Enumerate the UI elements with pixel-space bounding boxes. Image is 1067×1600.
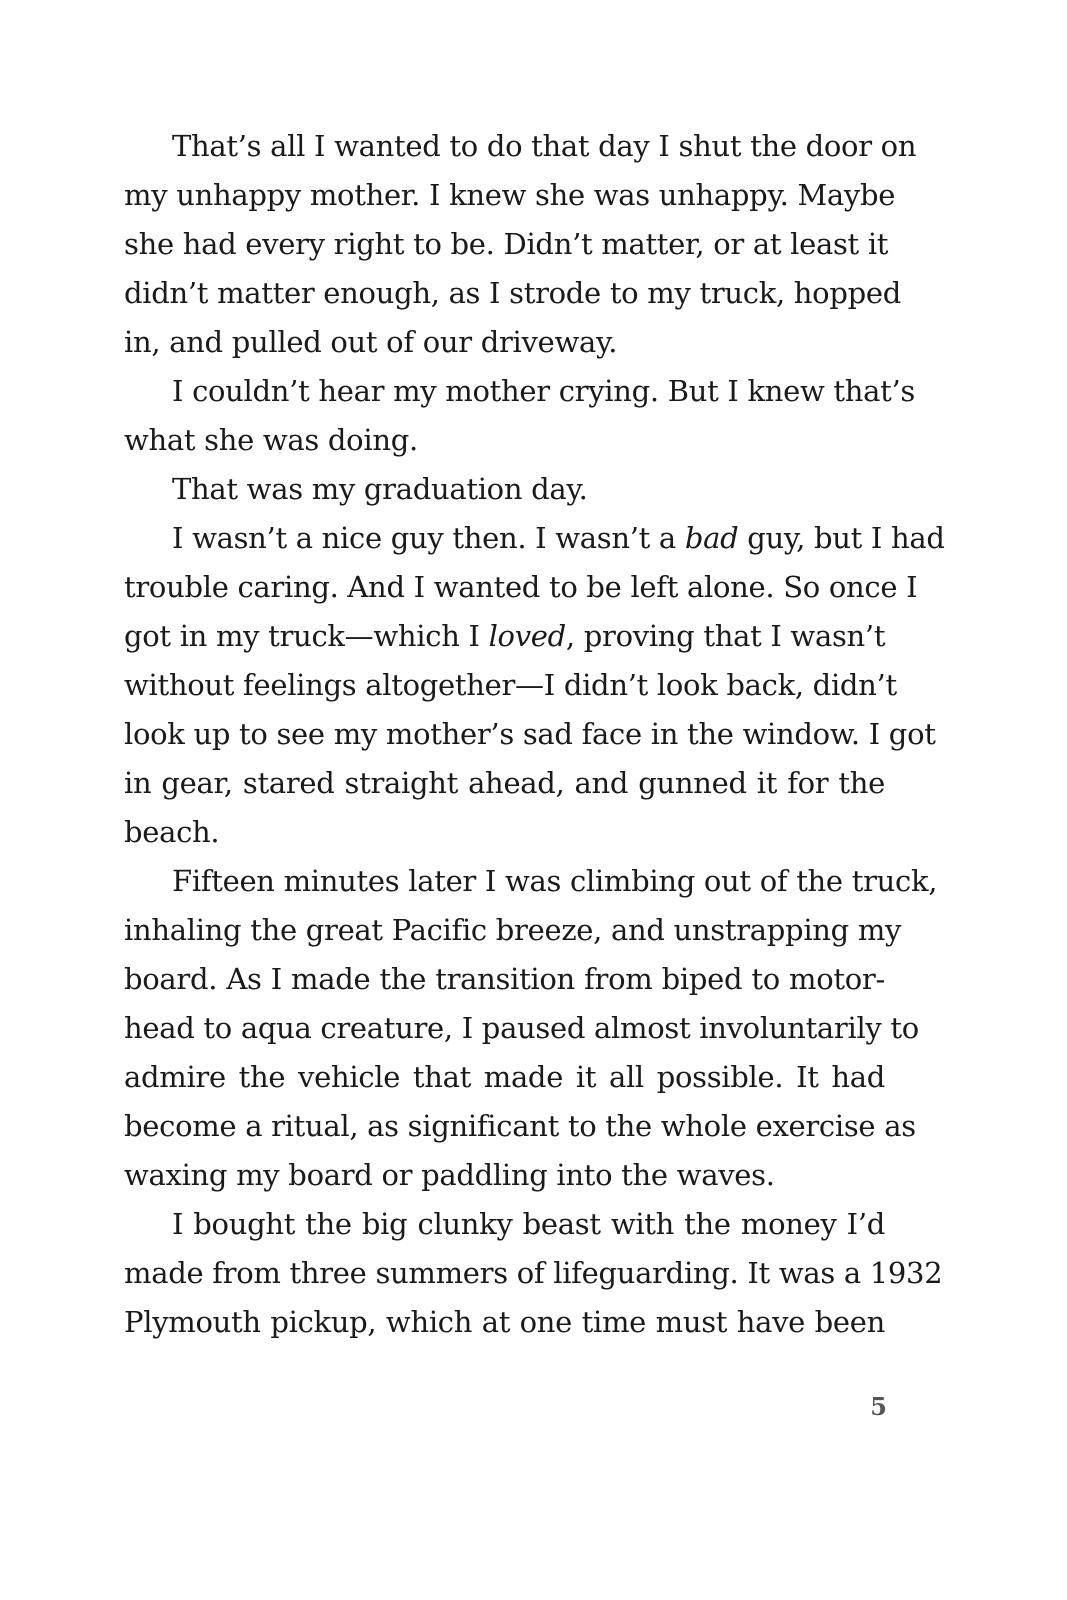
text-line: I couldn’t hear my mother crying. But I knew that’s (172, 374, 916, 408)
text-line: Fifteen minutes later I was climbing out of the truck, (172, 864, 938, 898)
text-line: That’s all I wanted to do that day I shut the door on (172, 129, 917, 163)
text-line: waxing my board or paddling into the waves. (124, 1158, 775, 1192)
text-line: board. As I made the transition from biped to motor- (124, 962, 885, 996)
text-line: I bought the big clunky beast with the money I’d (172, 1207, 885, 1241)
text-line: without feelings altogether—I didn’t look back, didn’t (124, 668, 897, 702)
text-segment: guy, but I had (738, 521, 945, 555)
text-line: look up to see my mother’s sad face in the window. I got (124, 717, 936, 751)
text-line (124, 612, 885, 661)
text-line: Plymouth pickup, which at one time must have been (124, 1305, 885, 1339)
text-line (124, 514, 945, 563)
text-line: trouble caring. And I wanted to be left alone. So once I (124, 570, 918, 604)
text-segment: got in my truck—which I (124, 619, 489, 653)
text-line: my unhappy mother. I knew she was unhappy. Maybe (124, 178, 896, 212)
text-line: That was my graduation day. (172, 472, 588, 506)
body-text (124, 122, 945, 1347)
text-line: admire the vehicle that made it all possible. It had (124, 1060, 885, 1094)
text-segment: I wasn’t a nice guy then. I wasn’t a (172, 521, 685, 555)
text-line: she had every right to be. Didn’t matter, or at least it (124, 227, 889, 261)
emphasis-text: bad (684, 521, 739, 555)
text-line: in gear, stared straight ahead, and gunned it for the (124, 766, 885, 800)
text-line: in, and pulled out of our driveway. (124, 325, 618, 359)
text-line: didn’t matter enough, as I strode to my truck, hopped (124, 276, 901, 310)
text-line: made from three summers of lifeguarding. It was a 1932 (124, 1256, 943, 1290)
text-line: beach. (124, 815, 220, 849)
text-segment: , proving that I wasn’t (565, 619, 886, 653)
page-number: 5 (870, 1392, 887, 1421)
text-line: inhaling the great Pacific breeze, and unstrapping my (124, 913, 902, 947)
text-line: become a ritual, as significant to the whole exercise as (124, 1109, 916, 1143)
emphasis-text: loved (488, 619, 566, 653)
text-line: what she was doing. (124, 423, 418, 457)
text-line: head to aqua creature, I paused almost involuntarily to (124, 1011, 919, 1045)
